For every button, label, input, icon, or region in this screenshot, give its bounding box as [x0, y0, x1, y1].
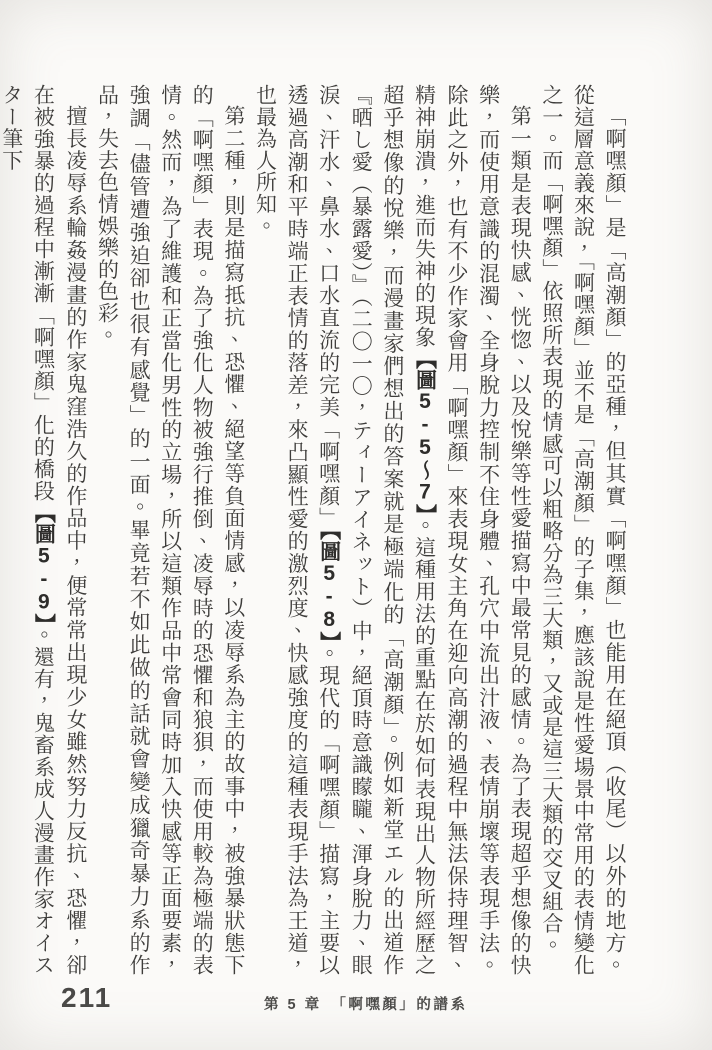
text-segment: 。這種用法的重點在於如何表現出人物所經歷之超乎想像的悅樂，而漫畫家們想出的答案就是極端化的「高潮顏」。例如新堂エル的出道作『晒し愛（暴露愛）』（二〇一〇，ティーアイネット）中，絕頂時意識矇矓、渾身脫力、眼淚、汗水、鼻水、口水直流的完美「啊嘿顏」 [316, 84, 437, 976]
figure-reference: 【圖5-5～7】 [413, 347, 437, 515]
figure-reference: 【圖5-8】 [317, 529, 341, 643]
text-segment: 。現代的「啊嘿顏」描寫，主要以透過高潮和平時端正表情的落差，來凸顯性愛的激烈度、快感強度的這種表現手法為王道，也最為人所知。 [253, 84, 341, 977]
text-segment: 「啊嘿顏」是「高潮顏」的亞種，但其實「啊嘿顏」也能用在絕頂（收尾）以外的地方。從這層意義來說，「啊嘿顏」並不是「高潮顏」的子集，應該說是性愛場景中常用的表情變化之一。而「啊嘿顏」依照所表現的情感可以粗略分為三大類，又或是這三大類的交叉組合。 [539, 84, 627, 976]
paragraph [0, 84, 91, 976]
paragraph [249, 84, 535, 976]
text-segment: 第二種，則是描寫抵抗、恐懼、絕望等負面情感，以凌辱系為主的故事中，被強暴狀態下的「啊嘿顏」表現。為了強化人物被強行推倒、凌辱時的恐懼和狼狽，而使用較為極端的表情。然而，為了維護和正當化男性的立場，所以這類作品中常會同時加入快感等正面要素，強調「儘管遭強迫卻也很有感覺」的一面。畢竟若不如此做的話就會變成獵奇暴力系的作品，失去色情娛樂的色彩。 [95, 84, 246, 976]
paragraph [91, 84, 249, 976]
text-segment: 第一類是表現快感、恍惚、以及悅樂等性愛描寫中最常見的感情。為了表現超乎想像的快樂，而使用意識的混濁、全身脫力控制不住身體、孔穴中流出汁液、表情崩壞等表現手法。除此之外，也有不少作家會用「啊嘿顏」來表現女主角在迎向高潮的過程中無法保持理智、精神崩潰，進而失神的現象 [412, 84, 533, 976]
text-segment: 。還有，鬼畜系成人漫畫作家オイスター筆下 [0, 84, 56, 977]
body-text-vertical [0, 84, 630, 976]
figure-reference: 【圖5-9】 [32, 501, 56, 625]
text-segment: 擅長凌辱系輪姦漫畫的作家鬼窪浩久的作品中，便常常出現少女雖然努力反抗、恐懼，卻在被強暴的過程中漸漸「啊嘿顏」化的橋段 [31, 84, 88, 976]
paragraph [535, 84, 630, 976]
chapter-running-title: 第 5 章 「啊嘿顏」的譜系 [264, 997, 468, 1013]
page-number: 211 [61, 982, 113, 1013]
